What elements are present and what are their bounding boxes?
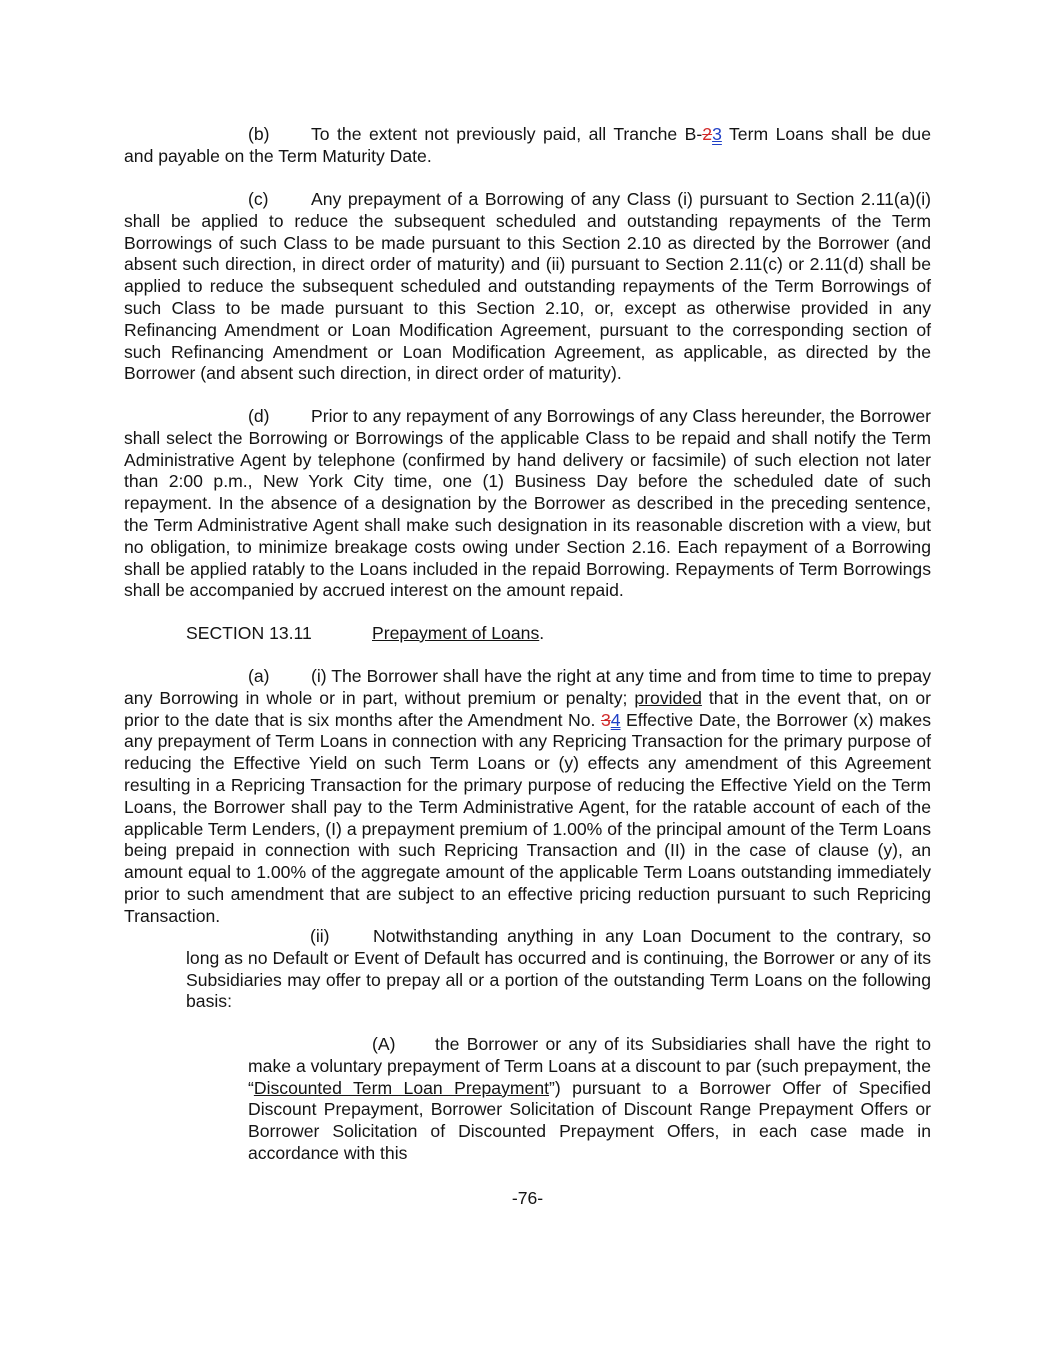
section-title-suffix: . [539,623,545,643]
paragraph-label: (b) [248,124,270,144]
paragraph-text: Any prepayment of a Borrowing of any Class (i) pursuant to Section 2.11(a)(i) shall be applied to reduce the subsequent scheduled and outstanding repayments of the Term Borrowings of such Class to be made pursuant to this Section 2.10 as directed by the Borrower (and absent such direction, in direct order of maturity) and (ii) pursuant to Section 2.11(c) or 2.11(d) shall be applied to reduce the subsequent scheduled and outstanding repayments of the Term Borrowings of such Class to be made pursuant to this Section 2.10, or, except as otherwise provided in any Refinancing Amendment or Loan Modification Agreement, pursuant to the corresponding section of such Refinancing Amendment or Loan Modification Agreement, as applicable, as directed by the Borrower (and absent such direction, in direct order of maturity). [124,189,931,384]
inserted-text: 4 [610,709,621,730]
paragraph-text: the Borrower or any of its Subsidiaries shall have the right to make a voluntary prepayment of Term Loans at a discount to par (such prepayment, the “ [248,1034,931,1098]
paragraph-b [124,124,931,168]
paragraph-text: Effective Date, the Borrower (x) makes any prepayment of Term Loans in connection with any Repricing Transaction for the primary purpose of reducing the Effective Yield on such Term Loans or (y) effects any amendment of this Agreement resulting in a Repricing Transaction for the primary purpose of reducing the Effective Yield on the Term Loans, the Borrower shall pay to the Term Administrative Agent, for the ratable account of each of the applicable Term Lenders, (I) a prepayment premium of 1.00% of the principal amount of the Term Loans being prepaid in connection with such Repricing Transaction and (II) in the case of clause (y), an amount equal to 1.00% of the aggregate amount of the applicable Term Loans outstanding immediately prior to such amendment that are subject to an effective pricing reduction pursuant to such Repricing Transaction. [124,709,931,926]
deleted-text: 3 [600,709,611,730]
page-number: -76- [511,1188,544,1208]
paragraph-text: that in the event that, on or prior to the date that is six months after the Amendment No. [124,687,932,730]
section-title: Prepayment of Loans [372,623,540,643]
defined-term-provided: provided [634,687,702,708]
paragraph-label: (A) [372,1034,396,1054]
paragraph-ii [186,926,931,1013]
defined-term: Discounted Term Loan Prepayment [253,1077,549,1098]
inserted-text: 3 [712,124,722,144]
paragraph-text: ”) pursuant to a Borrower Offer of Specified Discount Prepayment, Borrower Solicitation of Discount Range Prepayment Offers or Borrower Solicitation of Discounted Prepayment Offers, in each case made in accordance with this [248,1077,931,1163]
paragraph-d [124,406,931,602]
paragraph-a [124,666,931,928]
paragraph-text: To the extent not previously paid, all Tranche B- [311,124,703,144]
paragraph-label: (c) [248,189,269,209]
paragraph-label: (a) [248,666,270,686]
deleted-text: 2 [702,124,713,144]
paragraph-text: (i) The Borrower shall have the right at any time and from time to time to prepay any Borrowing in whole or in part, without premium or penalty; [124,666,931,708]
section-heading [186,622,544,644]
paragraph-text: Term Loans shall be due and payable on the Term Maturity Date. [124,124,932,166]
paragraph-text: Prior to any repayment of any Borrowings of any Class hereunder, the Borrower shall select the Borrowing or Borrowings of the applicable Class to be repaid and shall notify the Term Administrative Agent by telephone (confirmed by hand delivery or facsimile) of such election not later than 2:00 p.m., New York City time, one (1) Business Day before the scheduled date of such repayment. In the absence of a designation by the Borrower as described in the preceding sentence, the Term Administrative Agent shall make such designation in its reasonable discretion with a view, but no obligation, to minimize breakage costs owing under Section 2.16. Each repayment of a Borrowing shall be applied ratably to the Loans included in the repaid Borrowing. Repayments of Term Borrowings shall be accompanied by accrued interest on the amount repaid. [124,406,931,601]
paragraph-text: Notwithstanding anything in any Loan Document to the contrary, so long as no Default or Event of Default has occurred and is continuing, the Borrower or any of its Subsidiaries may offer to prepay all or a portion of the outstanding Term Loans on the following basis: [186,926,931,1012]
paragraph-A [248,1034,931,1165]
paragraph-label: (d) [248,406,270,426]
section-number: SECTION 13.11 [186,623,312,643]
paragraph-label: (ii) [310,926,330,946]
paragraph-c [124,189,931,385]
